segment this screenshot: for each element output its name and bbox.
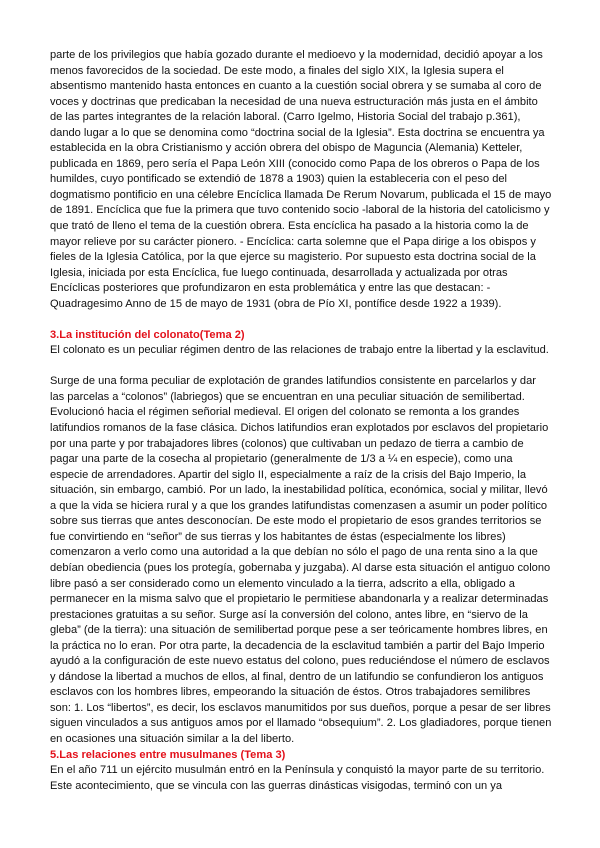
paragraph-spacer	[50, 359, 552, 375]
section-heading-colonato: 3.La institución del colonato(Tema 2)	[50, 328, 245, 341]
paragraph-spacer	[50, 312, 552, 328]
colonato-body-paragraph: Surge de una forma peculiar de explotación de grandes latifundios consistente en parcelarlos y dar las parcelas a “colonos” (labriegos) que se encuentran en una peculiar situación de semilibertad. Evolucionó hacia el régimen señorial medieval. El origen del colonato se remonta a los grandes latifundios romanos de la fase clásica. Dichos latifundios eran explotados por esclavos del propietario por una parte y por trabajadores libres (colonos) que cultivaban un pedazo de tierra a cambio de pagar una parte de la cosecha al propietario (generalmente de 1/3 a ¼ en especie), como una especie de arrendadores. Apartir del siglo II, especialmente a raíz de la crisis del Bajo Imperio, la situación, sin embargo, cambió. Por un lado, la inestabilidad política, económica, social y militar, llevó a que la vida se hiciera rural y a que los grandes latifundistas comenzasen a asumir un poder político sobre sus tierras que antes desconocían. De este modo el propietario de esos grandes territorios se fue convirtiendo en “señor” de sus tierras y los habitantes de éstas (especialmente los libres) comenzaron a verlo como una autoridad a la que debían no sólo el pago de una renta sino a la que debían obediencia (pues los protegía, gobernaba y juzgaba). Al darse esta situación el antiguo colono libre pasó a ser considerado como un elemento vinculado a la tierra, adscrito a ella, obligado a permanecer en la misma salvo que el propietario le permitiese abandonarla y a realizar determinadas prestaciones gratuitas a su señor. Surge así la conversión del colono, antes libre, en “siervo de la gleba” (de la tierra): una situación de semilibertad porque pese a ser teóricamente hombres libres, en la práctica no lo eran. Por otra parte, la decadencia de la esclavitud también a partir del Bajo Imperio ayudó a la configuración de este nuevo estatus del colono, pues reduciéndose el número de esclavos y dándose la libertad a muchos de ellos, al final, dentro de un latifundio se confundieron los antiguos esclavos con los hombres libres, empeorando la situación de éstos. Otros trabajadores semilibres son: 1. Los “libertos”, es decir, los esclavos manumitidos por sus dueños, porque a pesar de ser libres siguen vinculados a sus antiguos amos por el llamado “obsequium”. 2. Los gladiadores, porque tienen en ocasiones una situación similar a la del liberto.	[50, 375, 552, 745]
document-page	[50, 48, 552, 794]
colonato-lead-paragraph: El colonato es un peculiar régimen dentro de las relaciones de trabajo entre la libertad y la esclavitud.	[50, 344, 549, 357]
musulmanes-body-paragraph: En el año 711 un ejército musulmán entró en la Península y conquistó la mayor parte de su territorio. Este acontecimiento, que se vincula con las guerras dinásticas visigodas, terminó con un ya	[50, 764, 545, 792]
section-heading-musulmanes: 5.Las relaciones entre musulmanes (Tema 3)	[50, 748, 286, 761]
intro-paragraph: parte de los privilegios que había gozado durante el medioevo y la modernidad, decidió apoyar a los menos favorecidos de la sociedad. De este modo, a finales del siglo XIX, la Iglesia supera el absentismo mantenido hasta entonces en cuanto a la cuestión social obrera y se sumaba al coro de voces y doctrinas que predicaban la necesidad de una nueva estructuración más justa en el ámbito de las partes integrantes de la relación laboral. (Carro Igelmo, Historia Social del trabajo p.361), dando lugar a lo que se denomina como “doctrina social de la Iglesia”. Esta doctrina se encuentra ya establecida en la obra Cristianismo y acción obrera del obispo de Maguncia (Alemania) Ketteler, publicada en 1869, pero sería el Papa León XIII (conocido como Papa de los obreros o Papa de los humildes, cuyo pontificado se extendió de 1878 a 1903) quien la estableceria con el peso del dogmatismo pontificio en una célebre Encíclica llamada De Rerum Novarum, publicada el 15 de mayo de 1891. Encíclica que fue la primera que tuvo contenido socio -laboral de la historia del catolicismo y que trató de lleno el tema de la cuestión obrera. Esta encíclica ha pasado a la historia como la de mayor relieve por su carácter pionero. - Encíclica: carta solemne que el Papa dirige a los obispos y fieles de la Iglesia Católica, por la que ejerce su magisterio. Por supuesto esta doctrina social de la Iglesia, iniciada por esta Encíclica, fue luego continuada, desarrollada y actualizada por otras Encíclicas posteriores que profundizaron en esta problemática y entre las que destacan: - Quadragesimo Anno de 15 de mayo de 1931 (obra de Pío XI, pontífice desde 1922 a 1939).	[50, 49, 552, 310]
